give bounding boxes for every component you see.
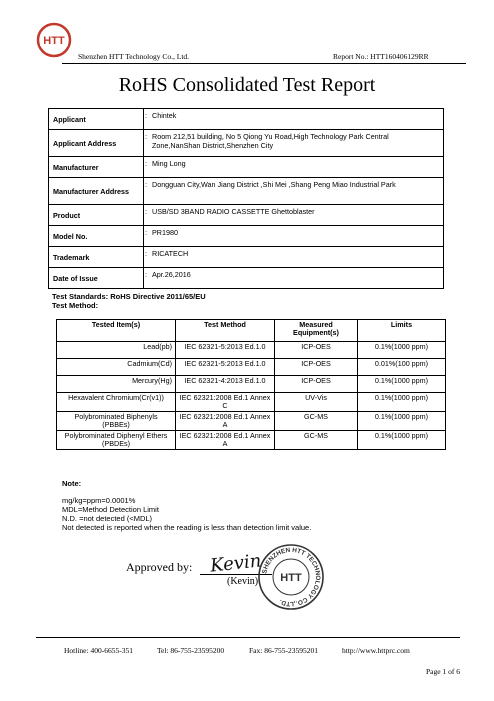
info-colon: : xyxy=(144,247,149,268)
info-label: Trademark xyxy=(49,247,144,268)
info-value: Dongguan City,Wan Jiang District ,Shi Mei ,Shang Peng Miao Industrial Park xyxy=(148,178,444,205)
limit: 0.1%(1000 ppm) xyxy=(358,431,446,450)
info-colon: : xyxy=(144,268,149,289)
htt-logo xyxy=(36,22,72,58)
column-header: Measured Equipment(s) xyxy=(275,320,358,342)
info-label: Model No. xyxy=(49,226,144,247)
info-colon: : xyxy=(144,157,149,178)
footer-divider xyxy=(36,637,460,638)
test-method-label: Test Method: xyxy=(52,301,99,310)
tested-item: Polybrominated Biphenyls (PBBEs) xyxy=(57,412,176,431)
notes xyxy=(62,496,311,532)
info-label: Manufacturer Address xyxy=(49,178,144,205)
company-name: Shenzhen HTT Technology Co., Ltd. xyxy=(78,52,190,61)
info-colon: : xyxy=(144,226,149,247)
test-method: IEC 62321:2008 Ed.1 Annex A xyxy=(176,412,275,431)
test-method: IEC 62321-5:2013 Ed.1.0 xyxy=(176,359,275,376)
test-method: IEC 62321-5:2013 Ed.1.0 xyxy=(176,342,275,359)
footer-fax: Fax: 86-755-23595201 xyxy=(249,646,318,655)
tested-item: Cadmium(Cd) xyxy=(57,359,176,376)
note-line: Not detected is reported when the reading is less than detection limit value. xyxy=(62,523,312,532)
equipment: ICP-OES xyxy=(275,376,358,393)
info-table xyxy=(48,108,444,289)
info-label: Manufacturer xyxy=(49,157,144,178)
info-row xyxy=(49,157,444,178)
note-line: mg/kg=ppm=0.0001% xyxy=(62,496,136,505)
column-header: Test Method xyxy=(176,320,275,342)
company-stamp xyxy=(256,542,326,612)
note-line: MDL=Method Detection Limit xyxy=(62,505,159,514)
info-row xyxy=(49,205,444,226)
footer-website: http://www.httprc.com xyxy=(342,646,410,655)
equipment: ICP-OES xyxy=(275,359,358,376)
logo-text: HTT xyxy=(43,35,65,47)
info-row xyxy=(49,247,444,268)
test-standards: Test Standards: RoHS Directive 2011/65/EU xyxy=(52,292,206,301)
info-colon: : xyxy=(144,130,149,157)
table-row xyxy=(57,376,446,393)
tested-item: Polybrominated Diphenyl Ethers (PBDEs) xyxy=(57,431,176,450)
page-title: RoHS Consolidated Test Report xyxy=(118,74,376,96)
info-colon: : xyxy=(144,109,149,130)
tested-item: Lead(pb) xyxy=(57,342,176,359)
table-header-row xyxy=(57,320,446,342)
equipment: ICP-OES xyxy=(275,342,358,359)
tested-item: Hexavalent Chromium(Cr(v1)) xyxy=(57,393,176,412)
test-standards-block xyxy=(52,292,206,310)
info-value: Chintek xyxy=(148,109,444,130)
header-divider xyxy=(62,63,466,64)
footer-tel: Tel: 86-755-23595200 xyxy=(157,646,225,655)
limit: 0.01%(100 ppm) xyxy=(358,359,446,376)
table-row xyxy=(57,342,446,359)
limit: 0.1%(1000 ppm) xyxy=(358,342,446,359)
test-results-table xyxy=(56,319,446,450)
info-label: Product xyxy=(49,205,144,226)
test-method: IEC 62321:2008 Ed.1 Annex A xyxy=(176,431,275,450)
info-value: Room 212,51 building, No 5 Qiong Yu Road,High Technology Park Central Zone,NanShan District,Shenzhen City xyxy=(148,130,444,157)
test-method: IEC 62321-4:2013 Ed.1.0 xyxy=(176,376,275,393)
test-method: IEC 62321:2008 Ed.1 Annex C xyxy=(176,393,275,412)
table-row xyxy=(57,393,446,412)
table-row xyxy=(57,412,446,431)
approver-name: (Kevin) xyxy=(227,576,259,587)
equipment: GC-MS xyxy=(275,431,358,450)
info-label: Applicant Address xyxy=(49,130,144,157)
limit: 0.1%(1000 ppm) xyxy=(358,376,446,393)
info-value: PR1980 xyxy=(148,226,444,247)
info-label: Applicant xyxy=(49,109,144,130)
note-line: N.D. =not detected (<MDL) xyxy=(62,514,153,523)
table-row xyxy=(57,359,446,376)
table-row xyxy=(57,431,446,450)
info-value: RICATECH xyxy=(148,247,444,268)
tested-item: Mercury(Hg) xyxy=(57,376,176,393)
approved-by-label: Approved by: xyxy=(126,560,193,574)
report-number: Report No.: HTT160406129RR xyxy=(333,52,429,61)
limit: 0.1%(1000 ppm) xyxy=(358,393,446,412)
equipment: GC-MS xyxy=(275,412,358,431)
equipment: UV-Vis xyxy=(275,393,358,412)
info-colon: : xyxy=(144,205,149,226)
info-row xyxy=(49,178,444,205)
signature-text: Kevin xyxy=(209,550,263,577)
info-value: Apr.26,2016 xyxy=(148,268,444,289)
stamp-ring-text: SHENZHEN HTT TECHNOLOGY CO.,LTD. xyxy=(261,546,322,608)
info-value: USB/SD 3BAND RADIO CASSETTE Ghettoblaster xyxy=(148,205,444,226)
info-row xyxy=(49,268,444,289)
column-header: Tested Item(s) xyxy=(57,320,176,342)
limit: 0.1%(1000 ppm) xyxy=(358,412,446,431)
info-row xyxy=(49,130,444,157)
info-label: Date of Issue xyxy=(49,268,144,289)
footer-hotline: Hotline: 400-6655-351 xyxy=(64,646,133,655)
info-row xyxy=(49,109,444,130)
note-title: Note: xyxy=(62,479,82,488)
page-number: Page 1 of 6 xyxy=(426,667,460,676)
info-value: Ming Long xyxy=(148,157,444,178)
stamp-center-text: HTT xyxy=(280,572,302,584)
column-header: Limits xyxy=(358,320,446,342)
info-row xyxy=(49,226,444,247)
info-colon: : xyxy=(144,178,149,205)
